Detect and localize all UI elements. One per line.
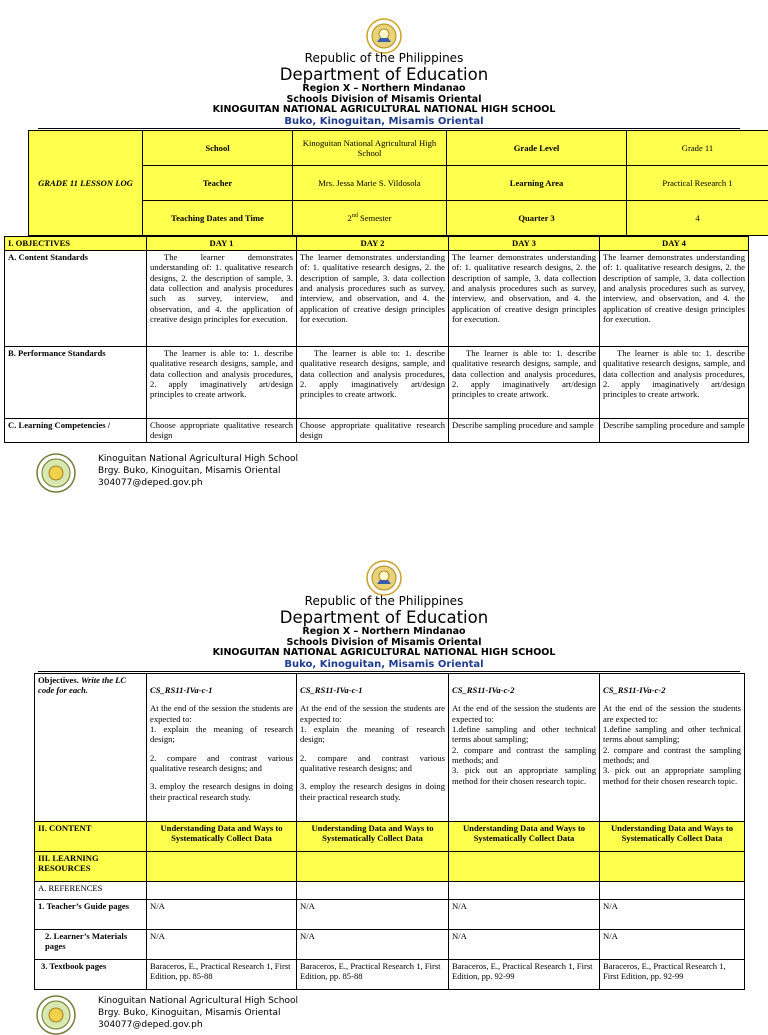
deped-seal-icon xyxy=(366,560,402,596)
school-address: Buko, Kinoguitan, Misamis Oriental xyxy=(0,116,768,127)
objective-cell: CS_RS11-IVa-c-2 At the end of the session the students are expected to: 1.define sampling and other technical terms about sampling; 2. compare and contrast the sampling methods; and 3. pick out an appropriate sampling method for their chosen research topic. xyxy=(449,674,600,822)
day-header: DAY 1 xyxy=(147,237,297,251)
lc-code: CS_RS11-IVa-c-2 xyxy=(452,685,596,695)
na-cell: N/A xyxy=(297,900,449,930)
competency-cell: Choose appropriate qualitative research design xyxy=(147,419,297,443)
header-divider xyxy=(38,128,740,129)
na-cell: N/A xyxy=(600,930,745,960)
school-logo-icon xyxy=(36,995,76,1035)
republic-text: Republic of the Philippines xyxy=(0,52,768,65)
school-label: School xyxy=(143,131,293,166)
lesson-log-title: GRADE 11 LESSON LOG xyxy=(29,131,143,236)
teacher-label: Teacher xyxy=(143,166,293,201)
content-cell: Understanding Data and Ways to Systematically Collect Data xyxy=(449,822,600,852)
quarter-label: Quarter 3 xyxy=(447,201,627,236)
objective-cell: CS_RS11-IVa-c-1 At the end of the session the students are expected to: 1. explain the meaning of research design; 2. compare and contrast various qualitative research designs; and 3. employ the research designs in doing their practical research study. xyxy=(147,674,297,822)
school-logo-icon xyxy=(36,453,76,493)
objective-cell: CS_RS11-IVa-c-2 At the end of the session the students are expected to: 1.define sampling and other technical terms about sampling; 2. compare and contrast the sampling methods; and 3. pick out an appropriate sampling method for their chosen research topic. xyxy=(600,674,745,822)
content-cell: Understanding Data and Ways to Systematically Collect Data xyxy=(600,822,745,852)
textbook-cell: Baraceros, E., Practical Research 1, First Edition, pp. 85-88 xyxy=(297,960,449,990)
learning-area-value: Practical Research 1 xyxy=(627,166,768,201)
content-label: II. CONTENT xyxy=(35,822,147,852)
content-standards-label: A. Content Standards xyxy=(5,251,147,347)
na-cell: N/A xyxy=(449,930,600,960)
objective-cell: CS_RS11-IVa-c-1 At the end of the session the students are expected to: 1. explain the meaning of research design; 2. compare and contrast various qualitative research designs; and 3. employ the research designs in doing their practical research study. xyxy=(297,674,449,822)
day-header: DAY 2 xyxy=(297,237,449,251)
competency-cell: Describe sampling procedure and sample xyxy=(600,419,749,443)
competencies-label: C. Learning Competencies / xyxy=(5,419,147,443)
footer-school: Kinoguitan National Agricultural High School xyxy=(98,995,298,1007)
objectives-table xyxy=(4,236,749,443)
school-name: KINOGUITAN NATIONAL AGRICULTURAL NATIONAL HIGH SCHOOL xyxy=(0,648,768,658)
performance-standard-cell: The learner is able to: 1. describe qualitative research designs, sample, and data collection and analysis procedures, 2. apply imaginatively art/design principles to create artwork. xyxy=(147,347,297,419)
na-cell: N/A xyxy=(297,930,449,960)
performance-standard-cell: The learner is able to: 1. describe qualitative research designs, sample, and data collection and analysis procedures, 2. apply imaginatively art/design principles to create artwork. xyxy=(449,347,600,419)
grade-level-value: Grade 11 xyxy=(627,131,768,166)
footer-email: 304077@deped.gov.ph xyxy=(98,477,298,489)
department-title: Department of Education xyxy=(0,66,768,84)
na-cell: N/A xyxy=(147,930,297,960)
content-cell: Understanding Data and Ways to Systematically Collect Data xyxy=(147,822,297,852)
department-title: Department of Education xyxy=(0,609,768,627)
textbook-cell: Baraceros, E., Practical Research 1, First Edition, pp. 92-99 xyxy=(600,960,745,990)
footer-school: Kinoguitan National Agricultural High School xyxy=(98,453,298,465)
textbook-cell: Baraceros, E., Practical Research 1, First Edition, pp. 85-88 xyxy=(147,960,297,990)
page1-header xyxy=(0,52,768,127)
competency-cell: Describe sampling procedure and sample xyxy=(449,419,600,443)
footer-email: 304077@deped.gov.ph xyxy=(98,1019,298,1031)
lesson-info-table xyxy=(28,130,768,236)
na-cell: N/A xyxy=(147,900,297,930)
learning-resources-label: III. LEARNING RESOURCES xyxy=(35,852,147,882)
content-standard-cell: The learner demonstrates understanding of: 1. qualitative research designs, 2. the description of sample, 3. data collection and analysis procedures such as survey, interview, and observation, and 4. the application of creative design principles for execution. xyxy=(449,251,600,347)
competency-cell: Choose appropriate qualitative research design xyxy=(297,419,449,443)
deped-seal-icon xyxy=(366,18,402,54)
school-address: Buko, Kinoguitan, Misamis Oriental xyxy=(0,659,768,670)
resources-cell xyxy=(449,852,600,882)
resources-cell xyxy=(600,852,745,882)
performance-standard-cell: The learner is able to: 1. describe qualitative research designs, sample, and data collection and analysis procedures, 2. apply imaginatively art/design principles to create artwork. xyxy=(297,347,449,419)
objectives-lc-label: Objectives. Write the LC code for each. xyxy=(35,674,147,822)
textbook-label: 3. Textbook pages xyxy=(35,960,147,990)
grade-level-label: Grade Level xyxy=(447,131,627,166)
region-text: Region X – Northern Mindanao xyxy=(0,627,768,637)
division-text: Schools Division of Misamis Oriental xyxy=(0,95,768,105)
day-header: DAY 4 xyxy=(600,237,749,251)
na-cell: N/A xyxy=(600,900,745,930)
learners-materials-label: 2. Learner’s Materials pages xyxy=(35,930,147,960)
lc-code: CS_RS11-IVa-c-2 xyxy=(603,685,741,695)
header-divider xyxy=(38,671,740,672)
content-table xyxy=(34,673,745,990)
school-name: KINOGUITAN NATIONAL AGRICULTURAL NATIONAL HIGH SCHOOL xyxy=(0,105,768,115)
content-cell: Understanding Data and Ways to Systematically Collect Data xyxy=(297,822,449,852)
lc-code: CS_RS11-IVa-c-1 xyxy=(150,685,293,695)
references-label: A. REFERENCES xyxy=(35,882,147,900)
content-standard-cell: The learner demonstrates understanding of: 1. qualitative research designs, 2. the description of sample, 3. data collection and analysis procedures such as survey, interview, and observation, and 4. the application of creative design principles for execution. xyxy=(297,251,449,347)
performance-standards-label: B. Performance Standards xyxy=(5,347,147,419)
region-text: Region X – Northern Mindanao xyxy=(0,84,768,94)
division-text: Schools Division of Misamis Oriental xyxy=(0,638,768,648)
performance-standard-cell: The learner is able to: 1. describe qualitative research designs, sample, and data collection and analysis procedures, 2. apply imaginatively art/design principles to create artwork. xyxy=(600,347,749,419)
teachers-guide-label: 1. Teacher’s Guide pages xyxy=(35,900,147,930)
quarter-value: 4 xyxy=(627,201,768,236)
resources-cell xyxy=(147,852,297,882)
content-standard-cell: The learner demonstrates understanding of: 1. qualitative research designs, 2. the description of sample, 3. data collection and analysis procedures such as survey, interview, and observation, and 4. the application of creative design principles for execution. xyxy=(600,251,749,347)
na-cell: N/A xyxy=(449,900,600,930)
page2-header xyxy=(0,595,768,670)
semester-value: 2nd Semester xyxy=(293,201,447,236)
lc-code: CS_RS11-IVa-c-1 xyxy=(300,685,445,695)
teacher-value: Mrs. Jessa Marie S. Vildosola xyxy=(293,166,447,201)
learning-area-label: Learning Area xyxy=(447,166,627,201)
republic-text: Republic of the Philippines xyxy=(0,595,768,608)
day-header: DAY 3 xyxy=(449,237,600,251)
resources-cell xyxy=(297,852,449,882)
objectives-heading: I. OBJECTIVES xyxy=(5,237,147,251)
school-value: Kinoguitan National Agricultural High School xyxy=(293,131,447,166)
dates-label: Teaching Dates and Time xyxy=(143,201,293,236)
footer-address: Brgy. Buko, Kinoguitan, Misamis Oriental xyxy=(98,1007,298,1019)
textbook-cell: Baraceros, E., Practical Research 1, First Edition, pp. 92-99 xyxy=(449,960,600,990)
content-standard-cell: The learner demonstrates understanding of: 1. qualitative research designs, 2. the description of sample, 3. data collection and analysis procedures such as survey, interview, and observation, and 4. the application of creative design principles for execution. xyxy=(147,251,297,347)
footer-address: Brgy. Buko, Kinoguitan, Misamis Oriental xyxy=(98,465,298,477)
